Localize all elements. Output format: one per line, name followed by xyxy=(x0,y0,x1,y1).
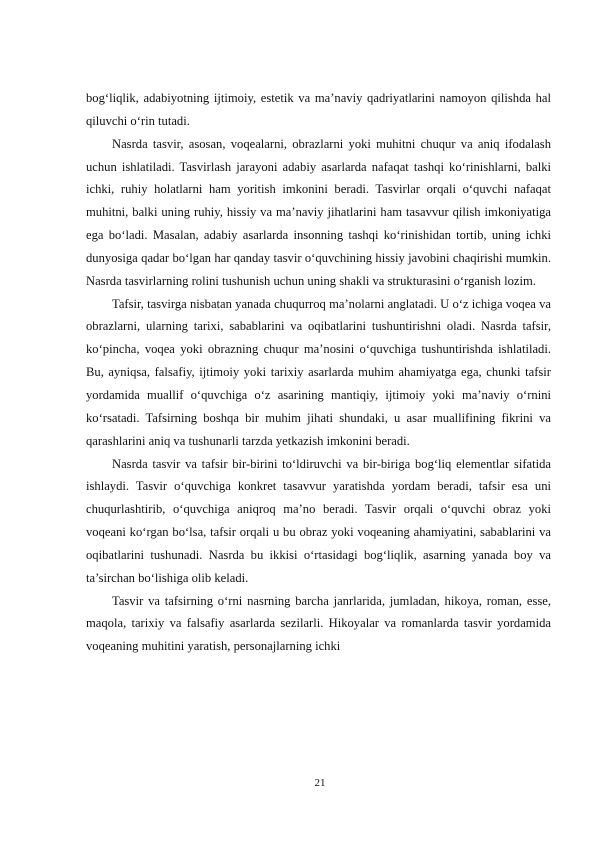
document-body xyxy=(86,87,551,658)
paragraph-tasvir-tafsir-relation: Nasrda tasvir va tafsir bir-birini to‘ldiruvchi va bir-biriga bog‘liq elementlar sifatida ishlaydi. Tasvir o‘quvchiga konkret tasavvur yaratishda yordam beradi, tafsir esa uni chuqurlashtirib, o‘quvchiga aniqroq ma’no beradi. Tasvir orqali o‘quvchi obraz yoki voqeani ko‘rgan bo‘lsa, tafsir orqali u bu obraz yoki voqeaning ahamiyatini, sabablarini va oqibatlarini tushunadi. Nasrda bu ikkisi o‘rtasidagi bog‘liqlik, asarning yanada boy va ta’sirchan bo‘lishiga olib keladi. xyxy=(86,456,551,585)
paragraph-genres: Tasvir va tafsirning o‘rni nasrning barcha janrlarida, jumladan, hikoya, roman, esse, maqola, tarixiy va falsafiy asarlarda sezilarli. Hikoyalar va romanlarda tasvir yordamida voqeaning muhitini yaratish, personajlarning ichki xyxy=(86,593,551,654)
paragraph-tasvir: Nasrda tasvir, asosan, voqealarni, obrazlarni yoki muhitni chuqur va aniq ifodalash uchun ishlatiladi. Tasvirlash jarayoni adabiy asarlarda nafaqat tashqi ko‘rinishlarni, balki ichki, ruhiy holatlarni ham yoritish imkonini beradi. Tasvirlar orqali o‘quvchi nafaqat muhitni, balki uning ruhiy, hissiy va ma’naviy jihatlarini ham tasavvur qilish imkoniyatiga ega bo‘ladi. Masalan, adabiy asarlarda insonning tashqi ko‘rinishidan tortib, uning ichki dunyosiga qadar bo‘lgan har qanday tasvir o‘quvchining hissiy javobini chaqirishi mumkin. Nasrda tasvirlarning rolini tushunish uchun uning shakli va strukturasini o‘rganish lozim. xyxy=(86,136,551,288)
paragraph-tafsir: Tafsir, tasvirga nisbatan yanada chuqurroq ma’nolarni anglatadi. U o‘z ichiga voqea va obrazlarni, ularning tarixi, sabablarini va oqibatlarini tushuntirishni oladi. Nasrda tafsir, ko‘pincha, voqea yoki obrazning chuqur ma’nosini o‘quvchiga tushuntirishda ishlatiladi. Bu, ayniqsa, falsafiy, ijtimoiy yoki tarixiy asarlarda muhim ahamiyatga ega, chunki tafsir yordamida muallif o‘quvchiga o‘z asarining mantiqiy, ijtimoiy yoki ma’naviy o‘rnini ko‘rsatadi. Tafsirning boshqa bir muhim jihati shundaki, u asar muallifining fikrini va qarashlarini aniq va tushunarli tarzda yetkazish imkonini beradi. xyxy=(86,296,551,448)
paragraph-continuation: bog‘liqlik, adabiyotning ijtimoiy, estetik va ma’naviy qadriyatlarini namoyon qilishda hal qiluvchi o‘rin tutadi. xyxy=(86,91,551,128)
page-number: 21 xyxy=(314,777,326,789)
